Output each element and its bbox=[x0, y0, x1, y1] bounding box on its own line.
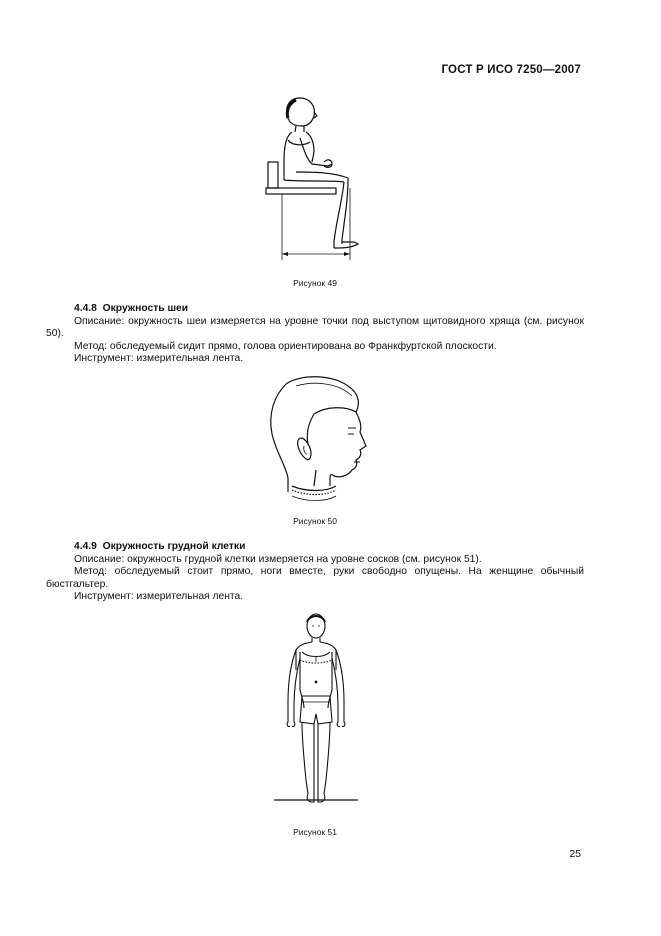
figure-51-caption: Рисунок 51 bbox=[293, 827, 337, 837]
section-title: Окружность шеи bbox=[102, 303, 189, 314]
section-paragraph: Инструмент: измерительная лента. bbox=[74, 591, 244, 603]
section-title: Окружность грудной клетки bbox=[102, 541, 246, 552]
section-paragraph: Метод: обследуемый стоит прямо, ноги вместе, руки свободно опущены. На женщине обычный бюстгальтер. bbox=[46, 566, 584, 590]
figure-50-caption: Рисунок 50 bbox=[293, 516, 337, 526]
figure-49 bbox=[262, 92, 372, 264]
section-4-4-8 bbox=[46, 303, 584, 366]
figure-51 bbox=[274, 610, 358, 816]
section-number: 4.4.8 bbox=[74, 303, 97, 314]
section-paragraph: Метод: обследуемый сидит прямо, голова ориентирована во Франкфуртской плоскости. bbox=[74, 340, 497, 352]
seated-person-figure bbox=[262, 92, 372, 264]
section-paragraph: Описание: окружность шеи измеряется на уровне точки под выступом щитовидного хряща (см. рисунок 50). bbox=[46, 315, 584, 340]
figure-49-caption: Рисунок 49 bbox=[293, 278, 337, 288]
section-4-4-9 bbox=[46, 541, 584, 604]
section-heading bbox=[46, 303, 584, 316]
section-paragraph: Описание: окружность грудной клетки измеряется на уровне сосков (см. рисунок 51). bbox=[74, 553, 482, 565]
head-profile-figure bbox=[256, 374, 376, 508]
page-number: 25 bbox=[569, 848, 581, 860]
standing-person-figure bbox=[274, 610, 358, 816]
document-header: ГОСТ Р ИСО 7250—2007 bbox=[441, 64, 581, 76]
section-heading bbox=[46, 541, 584, 554]
figure-50 bbox=[256, 374, 376, 508]
section-paragraph: Инструмент: измерительная лента. bbox=[74, 353, 244, 365]
section-number: 4.4.9 bbox=[74, 541, 97, 552]
